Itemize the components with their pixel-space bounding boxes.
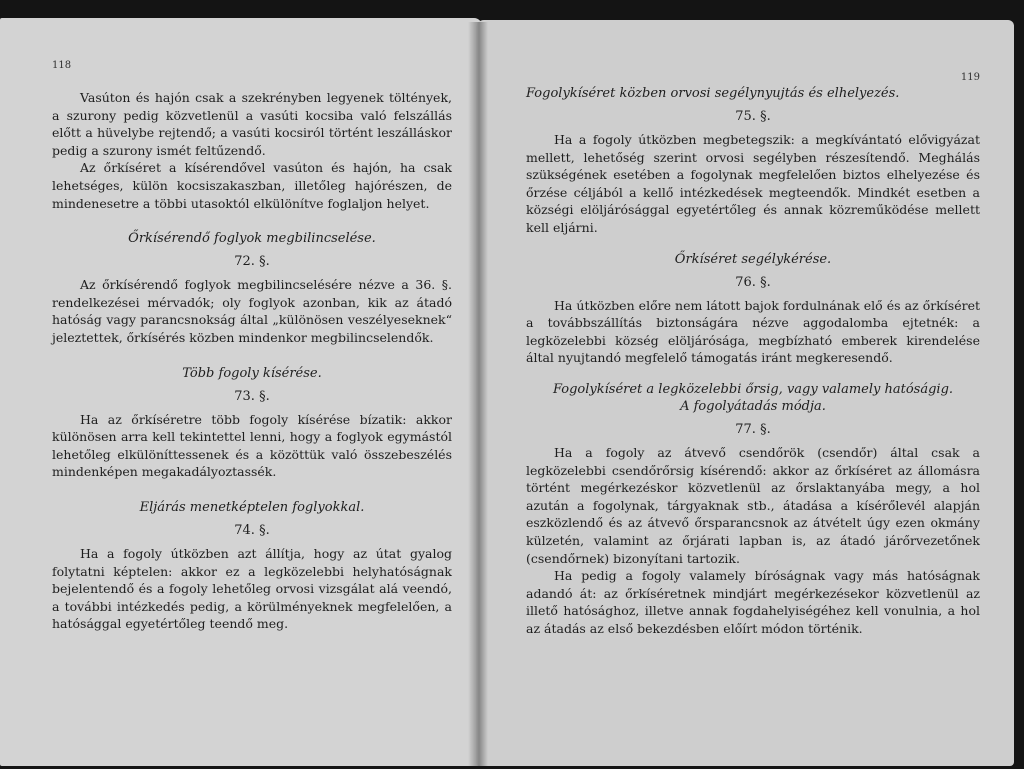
section-text-77-b: Ha pedig a fogoly valamely bíróságnak vagy más hatóságnak adandó át: az őrkíséretnek mindjárt megérkezésekor közvetlenül az illető hatósághoz, illetve annak fogdahelyiségéhez kell vonulnia, a hol az átadás az első bekezdésben előírt módon történik. bbox=[526, 568, 980, 636]
left-page bbox=[0, 18, 482, 766]
paragraph-number-74: 74. §. bbox=[234, 522, 270, 538]
paragraph-number-73: 73. §. bbox=[234, 388, 270, 404]
right-page bbox=[476, 20, 1014, 766]
running-heading: Fogolykíséret közben orvosi segélynyujtás és elhelyezés. bbox=[526, 86, 900, 101]
paragraph-number-77: 77. §. bbox=[735, 421, 771, 437]
section-text-75: Ha a fogoly útközben megbetegszik: a megkívántató elővigyázat mellett, lehetőség szerint orvosi segélyben részesítendő. Meghálás szükségének esetében a fogolynak megfelelően biztos elhelyezése és őrzése céljából a kellő intézkedések megteendők. Mindkét esetben a községi elöljárósággal egyetértőleg és annak közreműködése mellett kell eljárni. bbox=[526, 132, 980, 235]
section-heading-76: Őrkíséret segélykérése. bbox=[674, 251, 832, 267]
paragraph-number-76: 76. §. bbox=[735, 274, 771, 290]
page-number-right: 119 bbox=[960, 72, 980, 83]
section-text-72: Az őrkísérendő foglyok megbilincselésére nézve a 36. §. rendelkezései mérvadók; oly foglyok azonban, kik az átadó hatóság vagy parancsnokság által „különösen veszélyeseknek“ jeleztettek, őrkísérés közben mindenkor megbilincselendők. bbox=[52, 277, 452, 345]
page-number-left: 118 bbox=[52, 60, 72, 71]
section-heading-77-line2: A fogolyátadás módja. bbox=[680, 398, 826, 414]
section-heading-77-line1: Fogolykíséret a legközelebbi őrsig, vagy valamely hatóságig. bbox=[552, 381, 954, 397]
intro-paragraph-1: Vasúton és hajón csak a szekrényben legyenek töltények, a szurony pedig közvetlenül a vasúti kocsiba való felszállás előtt a hüvelybe rejtendő; a vasúti kocsiról történt leszálláskor pedig a szurony ismét feltűzendő. bbox=[52, 90, 452, 158]
paragraph-number-72: 72. §. bbox=[234, 254, 270, 270]
paragraph-number-75: 75. §. bbox=[735, 109, 771, 124]
section-heading-74: Eljárás menetképtelen foglyokkal. bbox=[139, 499, 365, 515]
section-text-74: Ha a fogoly útközben azt állítja, hogy az útat gyalog folytatni képtelen: akkor ez a legközelebbi helyhatóságnak bejelentendő és a fogoly lehetőleg orvosi vizsgálat alá veendó, a további intézkedés pedig, a körülményeknek megfelelően, a hatósággal egyetértőleg teendő meg. bbox=[52, 545, 452, 632]
section-heading-73: Több fogoly kísérése. bbox=[182, 365, 322, 381]
section-text-73: Ha az őrkíséretre több fogoly kísérése bízatik: akkor különösen arra kell tekintettel lenni, hogy a foglyok egymástól lehetőleg elkülöníttessenek és a közöttük való összebeszélés mindenképen megakadályoztassék. bbox=[52, 411, 452, 480]
section-heading-77 bbox=[526, 381, 980, 415]
section-text-76: Ha útközben előre nem látott bajok fordulnának elő és az őrkíséret a továbbszállítás biztonságára nézve aggodalomba ejtetnék: a legközelebbi község elöljárósága, megbízható emberek kirendelése által nyujtandó megfelelő támogatás iránt megkeresendő. bbox=[526, 297, 980, 366]
section-heading-72: Őrkísérendő foglyok megbilincselése. bbox=[128, 231, 376, 247]
section-text-77-a: Ha a fogoly az átvevő csendőrök (csendőr) által csak a legközelebbi csendőrőrsig kísérendő: akkor az őrkíséret az állomásra történt megérkezéskor közvetlenül az őrslaktanyába megy, a hol azután a fogolynak, tárgyaknak stb., átadása a kísérőlevél alapján eszközlendő és az átvevő őrsparancsnok az átvételt úgy ezen okmány külzetén, valamint az őrjárati lapban is, az átadó járőrvezetőnek (csendőrnek) bizonyítani tartozik. bbox=[526, 444, 980, 566]
intro-paragraph-2: Az őrkíséret a kísérendővel vasúton és hajón, ha csak lehetséges, külön kocsiszakaszban, illetőleg hajórészen, de mindenesetre a többi utasoktól elkülönítve foglaljon helyet. bbox=[52, 160, 452, 211]
